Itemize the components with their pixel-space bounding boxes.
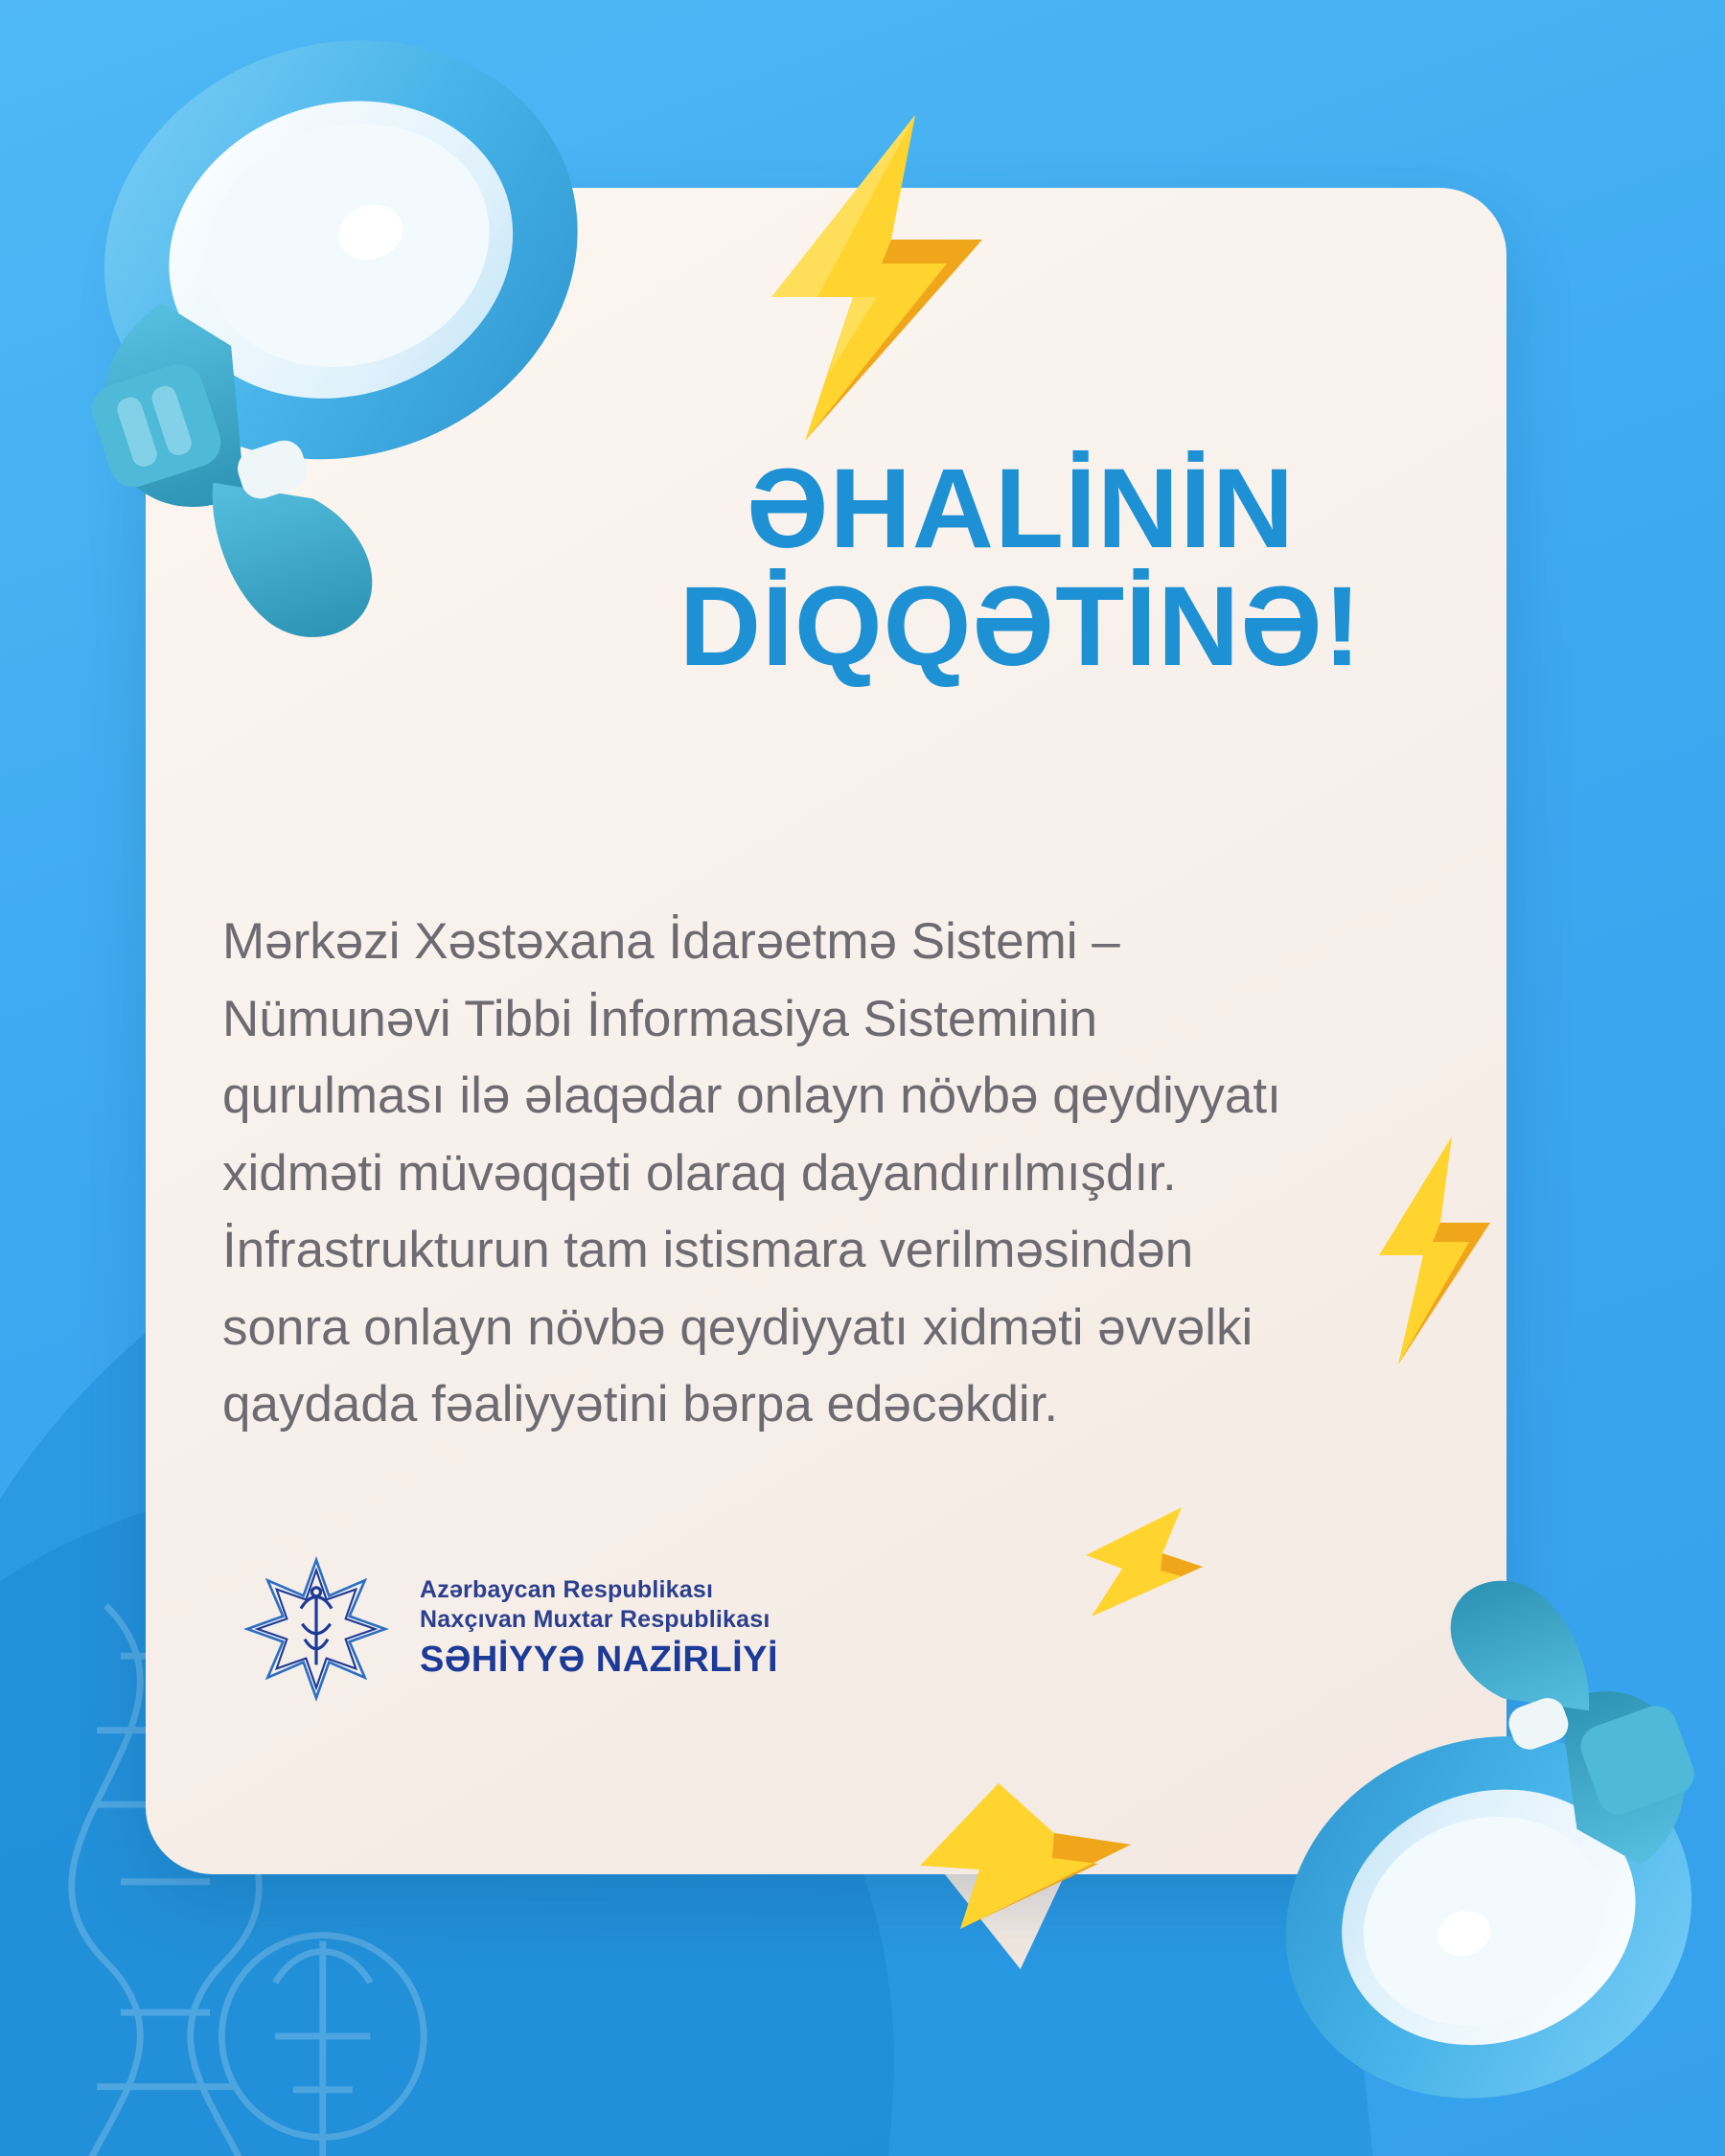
page-title [575, 446, 1466, 690]
megaphone-icon [1179, 1476, 1725, 2127]
headline-line-2: DİQQƏTİNƏ! [678, 562, 1363, 690]
caduceus-star-emblem-icon [240, 1552, 393, 1706]
lightning-bolt-icon [1069, 1500, 1212, 1624]
ministry-logo [240, 1552, 778, 1706]
megaphone-icon [29, 19, 700, 747]
ministry-line-2: Naxçıvan Muxtar Respublikası [420, 1605, 770, 1633]
ministry-line-3: SƏHİYYƏ NAZİRLİYİ [420, 1640, 779, 1681]
ministry-logo-text [420, 1575, 778, 1682]
ministry-line-1: Azərbaycan Respublikası [420, 1576, 714, 1604]
headline-line-1: ƏHALİNİN [746, 446, 1296, 572]
lightning-bolt-icon [714, 105, 1030, 450]
lightning-bolt-icon [1356, 1131, 1509, 1370]
announcement-body-text: Mərkəzi Xəstəxana İdarəetmə Sistemi – Nümunəvi Tibbi İnformasiya Sisteminin qurulması ilə əlaqədar onlayn növbə qeydiyyatı xidməti müvəqqəti olaraq dayandırılmışdır. İnfrastrukturun tam istismara verilməsindən sonra onlayn növbə qeydiyyatı xidməti əvvəlki qaydada fəaliyyətini bərpa edəcəkdir. [222, 913, 1281, 1434]
lightning-bolt-icon [910, 1778, 1140, 1936]
